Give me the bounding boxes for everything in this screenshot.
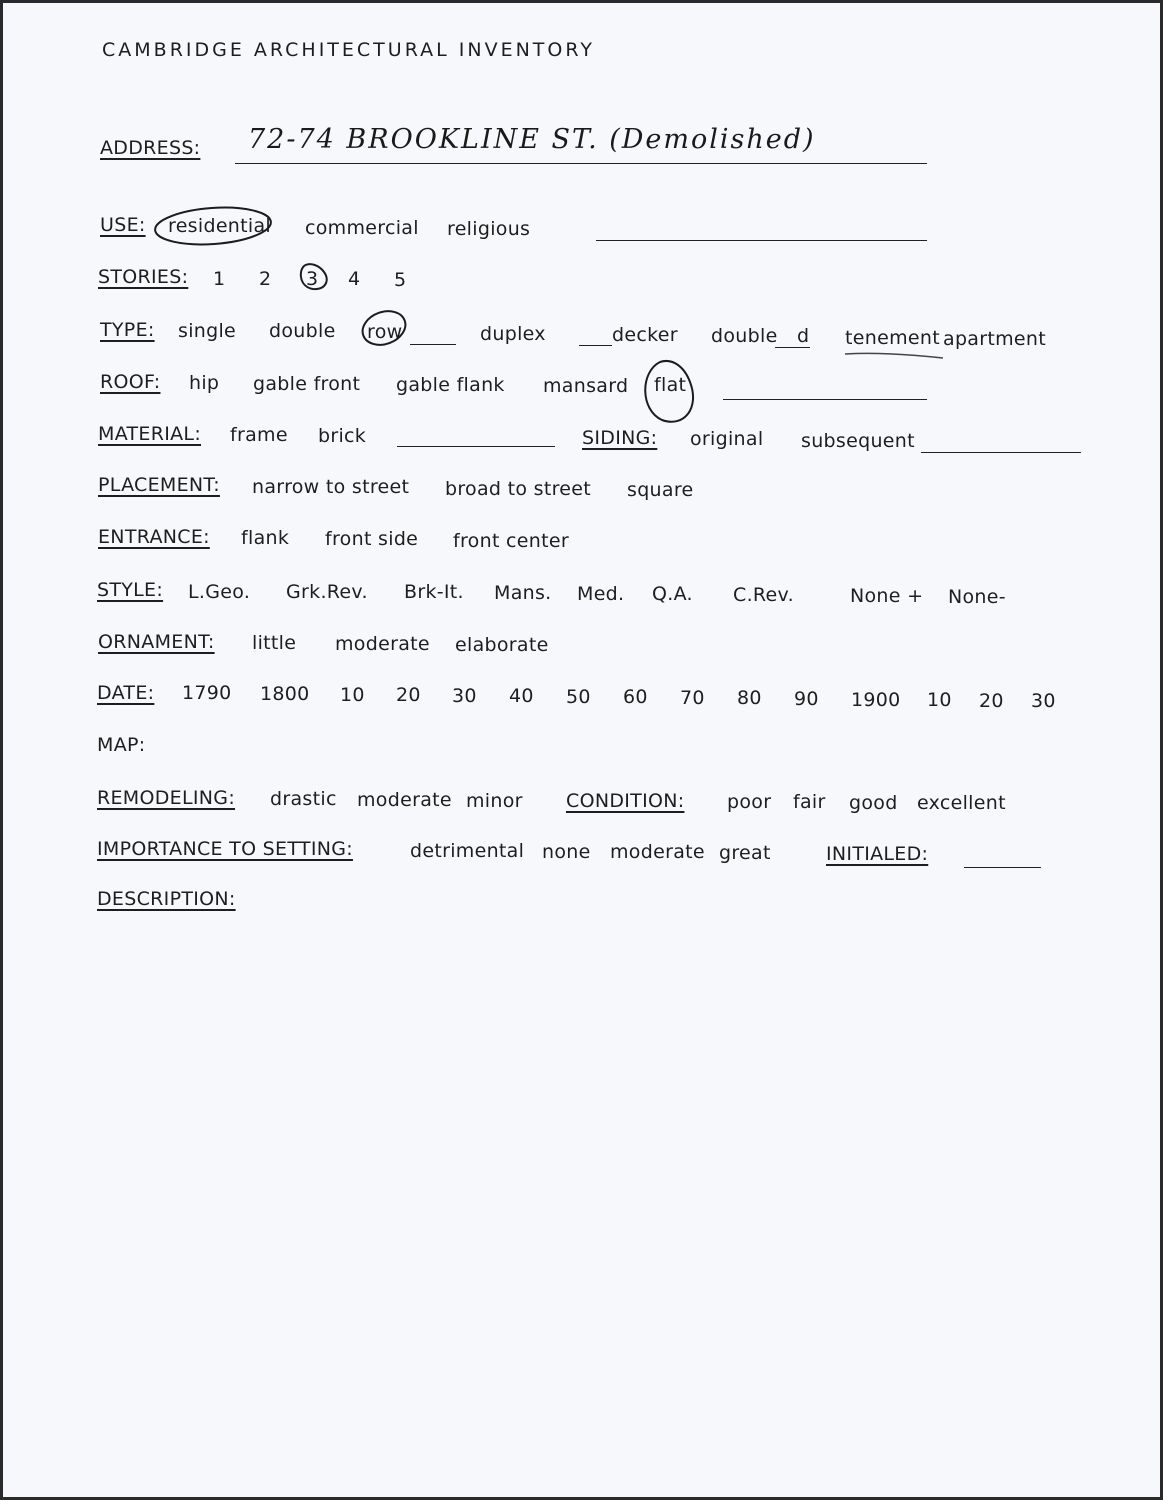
style-option-grkrev[interactable]: Grk.Rev. <box>286 581 368 603</box>
type-row-circle <box>358 305 410 350</box>
type-option-duplex[interactable]: duplex <box>480 323 546 345</box>
importance-option-detrimental[interactable]: detrimental <box>410 840 525 862</box>
remodeling-option-moderate[interactable]: moderate <box>357 789 452 811</box>
date-option-1930[interactable]: 30 <box>1031 690 1056 712</box>
type-option-row[interactable]: row <box>367 321 403 343</box>
remodeling-label: REMODELING: <box>97 787 236 809</box>
placement-option-broad[interactable]: broad to street <box>445 478 592 500</box>
use-label: USE: <box>100 214 146 236</box>
material-label: MATERIAL: <box>98 423 202 445</box>
style-option-med[interactable]: Med. <box>577 583 625 605</box>
style-option-brkit[interactable]: Brk-It. <box>404 581 464 603</box>
style-option-none-plus[interactable]: None + <box>850 585 924 607</box>
ornament-option-moderate[interactable]: moderate <box>335 633 430 655</box>
roof-option-gable-front[interactable]: gable front <box>253 373 361 395</box>
stories-3-circle <box>301 264 327 289</box>
type-option-apartment[interactable]: apartment <box>943 328 1046 350</box>
address-handwritten-value: 72-74 BROOKLINE ST. (Demolished) <box>248 124 816 155</box>
style-option-qa[interactable]: Q.A. <box>652 583 693 605</box>
type-option-d[interactable]: d <box>797 325 810 347</box>
condition-label: CONDITION: <box>566 790 685 812</box>
stories-option-2[interactable]: 2 <box>259 268 272 290</box>
condition-option-excellent[interactable]: excellent <box>917 792 1006 814</box>
placement-label: PLACEMENT: <box>98 474 220 496</box>
date-option-1860[interactable]: 60 <box>623 686 648 708</box>
style-option-lgeo[interactable]: L.Geo. <box>188 581 251 603</box>
stories-option-1[interactable]: 1 <box>213 268 226 290</box>
placement-option-narrow[interactable]: narrow to street <box>252 476 410 498</box>
date-option-1880[interactable]: 80 <box>737 687 762 709</box>
date-option-1800[interactable]: 1800 <box>260 683 310 705</box>
style-option-crev[interactable]: C.Rev. <box>733 584 794 606</box>
siding-option-original[interactable]: original <box>690 428 764 450</box>
stories-option-3[interactable]: 3 <box>306 268 319 290</box>
entrance-option-front-side[interactable]: front side <box>325 528 419 550</box>
type-label: TYPE: <box>100 319 155 341</box>
ornament-option-elaborate[interactable]: elaborate <box>455 634 549 656</box>
date-option-1900[interactable]: 1900 <box>851 689 901 711</box>
roof-option-hip[interactable]: hip <box>189 372 220 394</box>
placement-option-square[interactable]: square <box>627 479 694 501</box>
date-option-1820[interactable]: 20 <box>396 684 421 706</box>
ornament-label: ORNAMENT: <box>98 631 215 653</box>
roof-option-flat[interactable]: flat <box>654 374 687 396</box>
entrance-option-flank[interactable]: flank <box>241 527 290 549</box>
type-option-tenement[interactable]: tenement <box>845 327 940 349</box>
initialed-label: INITIALED: <box>826 843 929 865</box>
importance-label: IMPORTANCE TO SETTING: <box>97 838 353 860</box>
tenement-underline-mark <box>845 353 943 358</box>
type-option-single[interactable]: single <box>178 320 237 342</box>
date-option-1810[interactable]: 10 <box>340 684 365 706</box>
map-label: MAP: <box>97 734 146 756</box>
date-option-1890[interactable]: 90 <box>794 688 819 710</box>
type-option-decker[interactable]: decker <box>612 324 678 346</box>
importance-option-moderate[interactable]: moderate <box>610 841 705 863</box>
use-option-religious[interactable]: religious <box>447 218 531 240</box>
description-label: DESCRIPTION: <box>97 888 236 910</box>
type-option-double[interactable]: double <box>269 320 336 342</box>
date-label: DATE: <box>97 682 155 704</box>
condition-option-good[interactable]: good <box>849 792 898 814</box>
remodeling-option-minor[interactable]: minor <box>466 790 523 812</box>
form-title: CAMBRIDGE ARCHITECTURAL INVENTORY <box>102 39 595 61</box>
entrance-option-front-center[interactable]: front center <box>453 530 569 552</box>
date-option-1910[interactable]: 10 <box>927 689 952 711</box>
entrance-label: ENTRANCE: <box>98 526 210 548</box>
remodeling-option-drastic[interactable]: drastic <box>270 788 337 810</box>
stories-option-5[interactable]: 5 <box>394 269 407 291</box>
date-option-1850[interactable]: 50 <box>566 686 591 708</box>
date-option-1790[interactable]: 1790 <box>182 682 232 704</box>
date-option-1870[interactable]: 70 <box>680 687 705 709</box>
type-option-double-decker[interactable]: double <box>711 325 778 347</box>
condition-option-poor[interactable]: poor <box>727 791 772 813</box>
address-label: ADDRESS: <box>100 137 201 159</box>
material-option-frame[interactable]: frame <box>230 424 288 446</box>
date-option-1840[interactable]: 40 <box>509 685 534 707</box>
material-option-brick[interactable]: brick <box>318 425 367 447</box>
use-option-residential[interactable]: residential <box>168 215 272 237</box>
siding-option-subsequent[interactable]: subsequent <box>801 430 915 452</box>
style-option-mans[interactable]: Mans. <box>494 582 552 604</box>
stories-label: STORIES: <box>98 266 189 288</box>
roof-option-gable-flank[interactable]: gable flank <box>396 374 505 396</box>
stories-option-4[interactable]: 4 <box>348 268 361 290</box>
condition-option-fair[interactable]: fair <box>793 791 826 813</box>
roof-flat-circle <box>645 361 693 422</box>
importance-option-great[interactable]: great <box>719 842 771 864</box>
siding-label: SIDING: <box>582 427 658 449</box>
style-option-none-minus[interactable]: None- <box>948 586 1006 608</box>
use-residential-circle <box>154 204 272 248</box>
style-label: STYLE: <box>97 579 164 601</box>
ornament-option-little[interactable]: little <box>252 632 297 654</box>
roof-option-mansard[interactable]: mansard <box>543 375 629 397</box>
use-option-commercial[interactable]: commercial <box>305 217 419 239</box>
importance-option-none[interactable]: none <box>542 841 591 863</box>
date-option-1830[interactable]: 30 <box>452 685 477 707</box>
date-option-1920[interactable]: 20 <box>979 690 1004 712</box>
roof-label: ROOF: <box>100 371 161 393</box>
